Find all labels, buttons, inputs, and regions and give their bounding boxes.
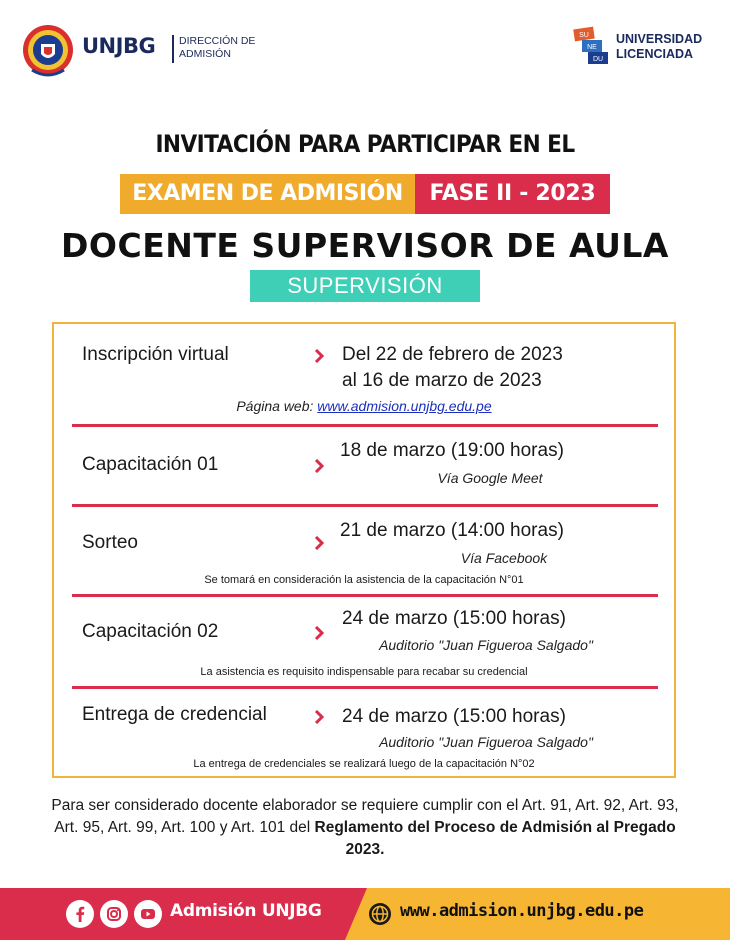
footer-bar [0,888,730,940]
instagram-icon[interactable] [100,900,128,928]
chevron-right-icon [314,349,324,363]
registration-web-link[interactable]: www.admision.unjbg.edu.pe [317,398,492,414]
social-handle: Admisión UNJBG [170,901,322,921]
sunedu-letters-2: NE [587,44,597,51]
sunedu-letters-3: DU [592,56,604,63]
training-1-label: Capacitación 01 [82,454,219,475]
brand-sub-line-1: DIRECCIÓN DE [179,35,256,47]
invitation-title: INVITACIÓN PARA PARTICIPAR EN EL [155,130,575,158]
credential-place: Auditorio "Juan Figueroa Salgado" [379,734,593,750]
schedule-box [52,322,676,778]
exam-label: EXAMEN DE ADMISIÓN [120,174,415,214]
license-line-1: UNIVERSIDAD [616,32,703,46]
web-label: Página web: [236,398,314,414]
requirement-regulation: Reglamento del Proceso de Admisión al Pregado 2023. [314,819,676,858]
divider [72,594,658,597]
draw-note: Se tomará en consideración la asistencia de la capacitación N°01 [204,574,524,586]
training-2-note: La asistencia es requisito indispensable para recabar su credencial [200,666,528,678]
chevron-right-icon [314,459,324,473]
licensed-university-logo [572,26,712,70]
draw-date: 21 de marzo (14:00 horas) [340,520,564,541]
training-1-via: Vía Google Meet [437,470,543,486]
university-seal-icon [22,22,74,78]
training-1-date: 18 de marzo (19:00 horas) [340,440,564,461]
draw-label: Sorteo [82,532,138,553]
registration-date-end: al 16 de marzo de 2023 [342,370,542,391]
credential-note: La entrega de credenciales se realizará luego de la capacitación N°02 [193,758,535,770]
exam-banner [120,174,610,214]
chevron-right-icon [314,626,324,640]
chevron-right-icon [314,710,324,724]
brand-name: UNJBG [82,34,156,58]
globe-icon [368,902,392,926]
divider [72,424,658,427]
registration-label: Inscripción virtual [82,344,229,365]
website-link[interactable]: www.admision.unjbg.edu.pe [400,901,644,921]
licensed-text [616,32,702,62]
training-2-label: Capacitación 02 [82,621,219,642]
category-badge: SUPERVISIÓN [250,270,480,302]
credential-date: 24 de marzo (15:00 horas) [342,706,566,727]
role-title: DOCENTE SUPERVISOR DE AULA [61,226,669,265]
phase-label: FASE II - 2023 [415,174,610,214]
chevron-right-icon [314,536,324,550]
registration-web [54,398,674,414]
brand-divider [172,35,174,63]
credential-label: Entrega de credencial [82,704,267,725]
divider [72,686,658,689]
requirement-body: Para ser considerado docente elaborador se requiere cumplir con el Art. 91, Art. 92, Art. 93, Art. 95, Art. 99, Art. 100 y Art. 101 del [51,797,679,836]
license-line-2: LICENCIADA [616,47,694,61]
brand-sub-line-2: ADMISIÓN [179,48,231,60]
youtube-icon[interactable] [134,900,162,928]
training-2-date: 24 de marzo (15:00 horas) [342,608,566,629]
requirement-text [40,795,690,861]
training-2-place: Auditorio "Juan Figueroa Salgado" [379,637,593,653]
brand-subtitle [179,35,255,61]
sunedu-letters-1: SU [579,32,589,39]
sunedu-logo-icon [572,26,610,66]
unjbg-admission-logo [22,22,262,80]
draw-via: Vía Facebook [460,550,548,566]
divider [72,504,658,507]
registration-date-start: Del 22 de febrero de 2023 [342,344,563,365]
facebook-icon[interactable] [66,900,94,928]
